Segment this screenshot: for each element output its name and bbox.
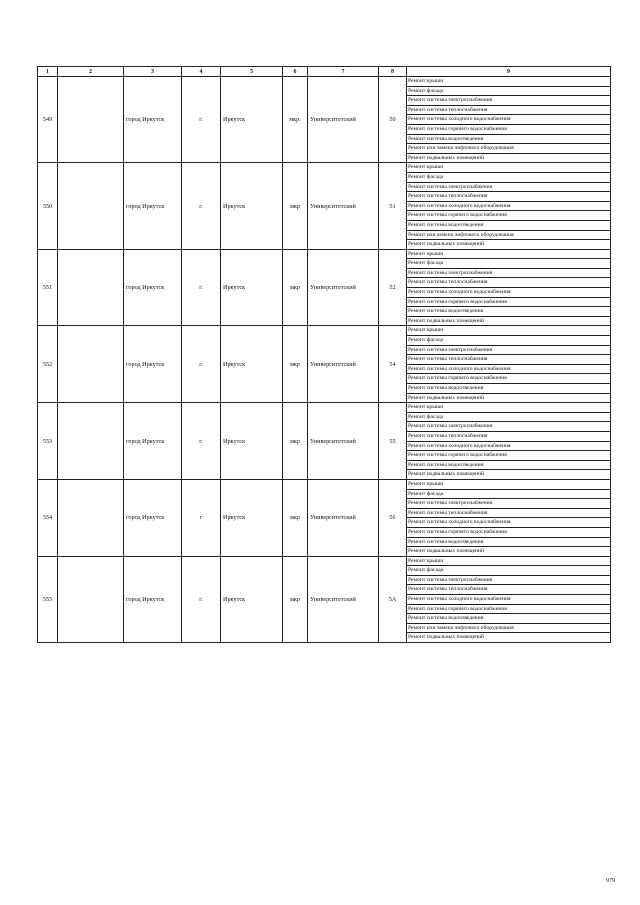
work-item: Ремонт системы холодного водоснабжения <box>407 518 610 528</box>
work-item: Ремонт фасада <box>407 413 610 423</box>
street-cell: Университетский <box>308 326 379 403</box>
city-type-cell: г. <box>182 163 221 249</box>
city-cell: Иркутск <box>221 163 283 249</box>
work-item: Ремонт системы холодного водоснабжения <box>407 115 610 125</box>
col2-cell <box>58 556 124 642</box>
settlement-cell: город Иркутск <box>124 249 182 326</box>
settlement-cell: город Иркутск <box>124 403 182 480</box>
table-row <box>38 556 611 642</box>
col2-cell <box>58 77 124 163</box>
work-item: Ремонт системы холодного водоснабжения <box>407 365 610 375</box>
work-item: Ремонт системы холодного водоснабжения <box>407 595 610 605</box>
header-cell: 2 <box>58 67 124 77</box>
settlement-cell: город Иркутск <box>124 77 182 163</box>
work-item: Ремонт системы водоотведения <box>407 221 610 231</box>
work-item: Ремонт фасада <box>407 259 610 269</box>
col2-cell <box>58 479 124 556</box>
work-item: Ремонт подвальных помещений <box>408 241 485 248</box>
street-type-cell: мкр <box>283 163 308 249</box>
work-item: Ремонт системы электроснабжения <box>407 269 610 279</box>
table-row <box>38 326 611 403</box>
city-type-cell: г. <box>182 326 221 403</box>
work-item: Ремонт крыши <box>407 77 610 87</box>
work-item: Ремонт системы холодного водоснабжения <box>407 202 610 212</box>
col2-cell <box>58 326 124 403</box>
row-number: 555 <box>38 556 58 642</box>
settlement-cell: город Иркутск <box>124 556 182 642</box>
city-type-cell: г. <box>182 77 221 163</box>
work-item: Ремонт подвальных помещений <box>408 394 485 401</box>
street-cell: Университетский <box>308 249 379 326</box>
works-cell <box>407 249 611 326</box>
works-cell <box>407 556 611 642</box>
work-item: Ремонт системы теплоснабжения <box>407 355 610 365</box>
work-item: Ремонт системы электроснабжения <box>407 576 610 586</box>
row-number: 553 <box>38 403 58 480</box>
work-item: Ремонт или замена лифтового оборудования <box>407 144 610 154</box>
row-number: 554 <box>38 479 58 556</box>
house-number-cell: 56 <box>379 479 407 556</box>
header-cell: 4 <box>182 67 221 77</box>
repair-schedule-table <box>37 66 611 643</box>
work-item: Ремонт системы электроснабжения <box>407 499 610 509</box>
street-cell: Университетский <box>308 163 379 249</box>
header-cell: 7 <box>308 67 379 77</box>
street-type-cell: мкр <box>283 249 308 326</box>
row-number: 550 <box>38 163 58 249</box>
work-item: Ремонт системы горячего водоснабжения <box>407 125 610 135</box>
work-item: Ремонт системы теплоснабжения <box>407 106 610 116</box>
table-body <box>38 77 611 643</box>
work-item: Ремонт системы горячего водоснабжения <box>407 298 610 308</box>
table-row <box>38 163 611 249</box>
work-item: Ремонт системы горячего водоснабжения <box>407 605 610 615</box>
works-cell <box>407 326 611 403</box>
header-cell: 8 <box>379 67 407 77</box>
work-item: Ремонт системы горячего водоснабжения <box>407 528 610 538</box>
work-item: Ремонт крыши <box>407 163 610 173</box>
works-cell <box>407 77 611 163</box>
work-item: Ремонт подвальных помещений <box>408 317 485 324</box>
header-cell: 9 <box>407 67 611 77</box>
city-type-cell: г. <box>182 403 221 480</box>
header-cell: 6 <box>283 67 308 77</box>
work-item: Ремонт подвальных помещений <box>408 548 485 555</box>
house-number-cell: 50 <box>379 77 407 163</box>
work-item: Ремонт системы водоотведения <box>407 135 610 145</box>
header-cell: 3 <box>124 67 182 77</box>
settlement-cell: город Иркутск <box>124 326 182 403</box>
row-number: 551 <box>38 249 58 326</box>
work-item: Ремонт фасада <box>407 336 610 346</box>
work-item: Ремонт подвальных помещений <box>408 634 485 641</box>
street-cell: Университетский <box>308 77 379 163</box>
house-number-cell: 52 <box>379 249 407 326</box>
work-item: Ремонт системы электроснабжения <box>407 183 610 193</box>
work-item: Ремонт системы водоотведения <box>407 614 610 624</box>
work-item: Ремонт системы водоотведения <box>407 384 610 394</box>
page-number: 979 <box>606 878 615 884</box>
work-item: Ремонт системы электроснабжения <box>407 346 610 356</box>
city-cell: Иркутск <box>221 77 283 163</box>
works-cell <box>407 479 611 556</box>
table-row <box>38 77 611 163</box>
col2-cell <box>58 403 124 480</box>
row-number: 549 <box>38 77 58 163</box>
row-number: 552 <box>38 326 58 403</box>
city-type-cell: г. <box>182 556 221 642</box>
work-item: Ремонт системы теплоснабжения <box>407 509 610 519</box>
work-item: Ремонт системы теплоснабжения <box>407 585 610 595</box>
settlement-cell: город Иркутск <box>124 163 182 249</box>
settlement-cell: город Иркутск <box>124 479 182 556</box>
works-cell <box>407 403 611 480</box>
work-item: Ремонт системы электроснабжения <box>407 96 610 106</box>
house-number-cell: 55 <box>379 403 407 480</box>
work-item: Ремонт крыши <box>407 480 610 490</box>
work-item: Ремонт системы холодного водоснабжения <box>407 288 610 298</box>
city-cell: Иркутск <box>221 556 283 642</box>
work-item: Ремонт фасада <box>407 87 610 97</box>
table-row <box>38 479 611 556</box>
city-cell: Иркутск <box>221 403 283 480</box>
work-item: Ремонт подвальных помещений <box>408 471 485 478</box>
street-type-cell: мкр. <box>283 77 308 163</box>
street-cell: Университетский <box>308 479 379 556</box>
street-cell: Университетский <box>308 556 379 642</box>
work-item: Ремонт или замена лифтового оборудования <box>407 624 610 634</box>
work-item: Ремонт системы холодного водоснабжения <box>407 442 610 452</box>
col2-cell <box>58 163 124 249</box>
street-cell: Университетский <box>308 403 379 480</box>
work-item: Ремонт системы горячего водоснабжения <box>407 451 610 461</box>
house-number-cell: 5А <box>379 556 407 642</box>
work-item: Ремонт системы водоотведения <box>407 461 610 471</box>
work-item: Ремонт или замена лифтового оборудования <box>407 231 610 241</box>
city-cell: Иркутск <box>221 479 283 556</box>
work-item: Ремонт фасада <box>407 173 610 183</box>
works-cell <box>407 163 611 249</box>
work-item: Ремонт подвальных помещений <box>408 154 485 161</box>
city-cell: Иркутск <box>221 249 283 326</box>
city-cell: Иркутск <box>221 326 283 403</box>
work-item: Ремонт фасада <box>407 490 610 500</box>
header-cell: 5 <box>221 67 283 77</box>
work-item: Ремонт системы теплоснабжения <box>407 432 610 442</box>
city-type-cell: г. <box>182 249 221 326</box>
work-item: Ремонт системы горячего водоснабжения <box>407 374 610 384</box>
street-type-cell: мкр <box>283 326 308 403</box>
work-item: Ремонт фасада <box>407 566 610 576</box>
house-number-cell: 51 <box>379 163 407 249</box>
work-item: Ремонт системы теплоснабжения <box>407 192 610 202</box>
work-item: Ремонт крыши <box>407 557 610 567</box>
work-item: Ремонт системы теплоснабжения <box>407 278 610 288</box>
document-table-container <box>37 66 610 643</box>
header-cell: 1 <box>38 67 58 77</box>
header-row <box>38 67 611 77</box>
work-item: Ремонт системы водоотведения <box>407 538 610 548</box>
work-item: Ремонт системы горячего водоснабжения <box>407 211 610 221</box>
work-item: Ремонт системы водоотведения <box>407 307 610 317</box>
table-row <box>38 249 611 326</box>
house-number-cell: 54 <box>379 326 407 403</box>
street-type-cell: мкр <box>283 479 308 556</box>
work-item: Ремонт крыши <box>407 326 610 336</box>
work-item: Ремонт системы электроснабжения <box>407 422 610 432</box>
street-type-cell: мкр <box>283 403 308 480</box>
city-type-cell: г <box>182 479 221 556</box>
street-type-cell: мкр <box>283 556 308 642</box>
table-row <box>38 403 611 480</box>
work-item: Ремонт крыши <box>407 250 610 260</box>
col2-cell <box>58 249 124 326</box>
work-item: Ремонт крыши <box>407 403 610 413</box>
